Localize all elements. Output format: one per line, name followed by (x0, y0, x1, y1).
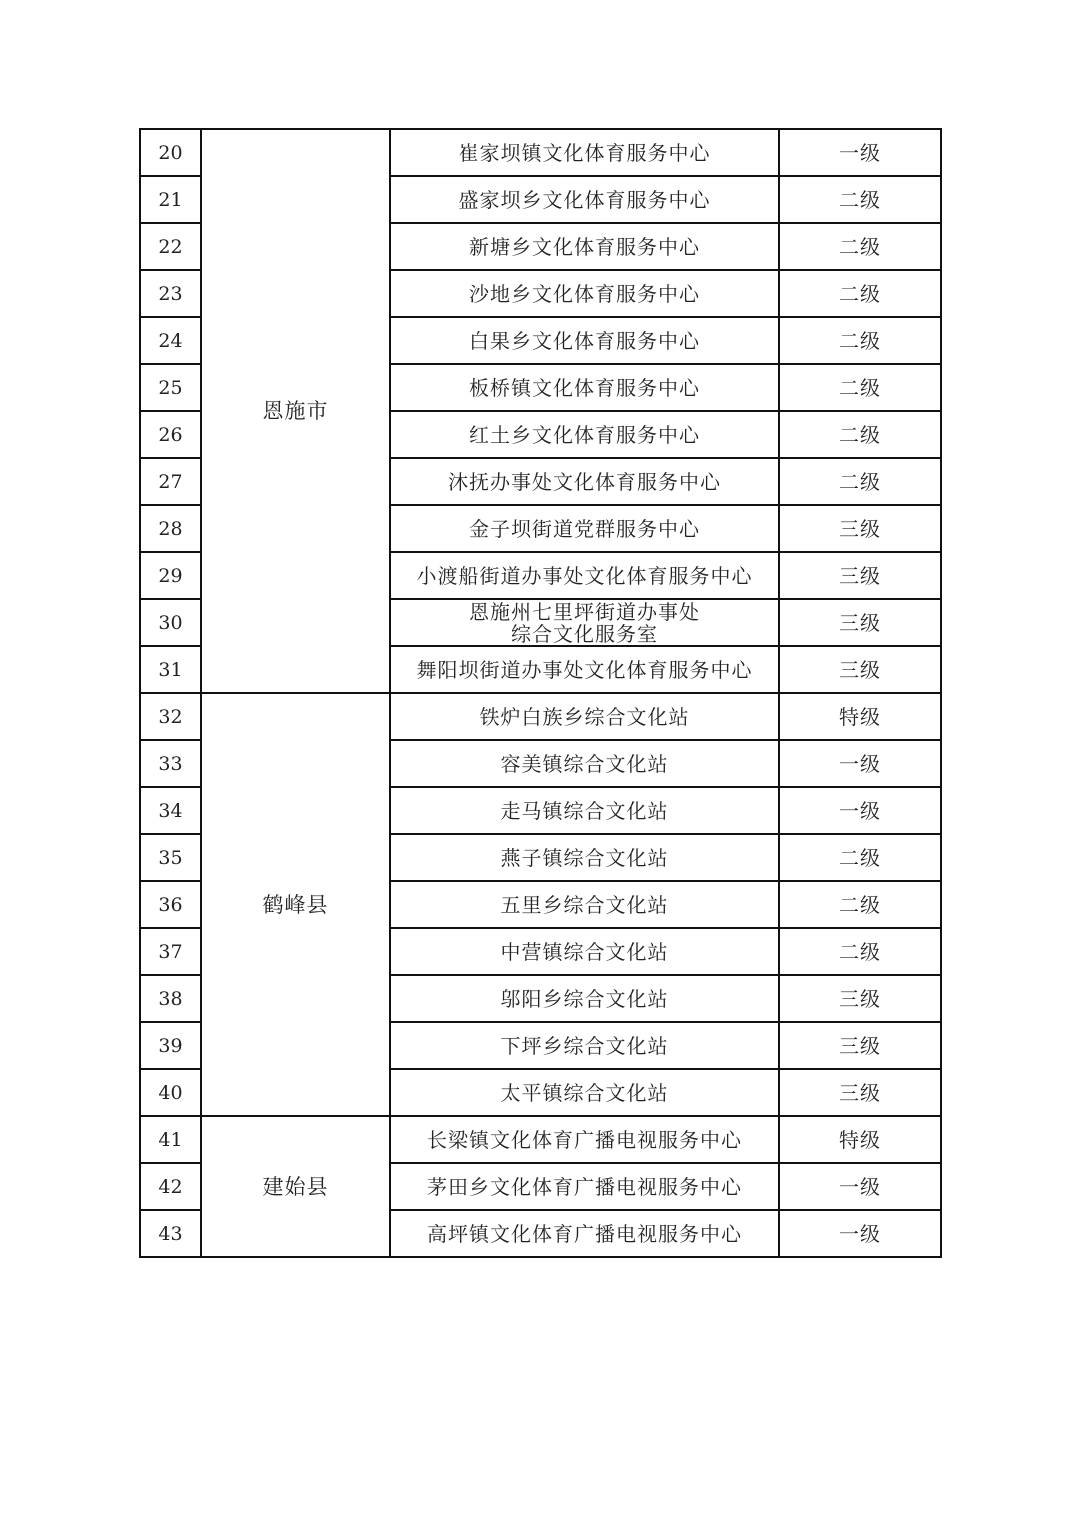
row-number-cell: 31 (140, 646, 201, 693)
station-name-cell: 下坪乡综合文化站 (390, 1022, 779, 1069)
station-name-cell: 恩施州七里坪街道办事处 综合文化服务室 (390, 599, 779, 646)
station-name-cell: 盛家坝乡文化体育服务中心 (390, 176, 779, 223)
row-number-cell: 35 (140, 834, 201, 881)
row-number-cell: 34 (140, 787, 201, 834)
station-name-cell: 沙地乡文化体育服务中心 (390, 270, 779, 317)
station-name-cell: 茅田乡文化体育广播电视服务中心 (390, 1163, 779, 1210)
row-number-cell: 42 (140, 1163, 201, 1210)
station-name-cell: 红土乡文化体育服务中心 (390, 411, 779, 458)
row-number-cell: 32 (140, 693, 201, 740)
row-number-cell: 36 (140, 881, 201, 928)
station-name-cell: 铁炉白族乡综合文化站 (390, 693, 779, 740)
station-name-cell: 小渡船街道办事处文化体育服务中心 (390, 552, 779, 599)
station-name-cell: 走马镇综合文化站 (390, 787, 779, 834)
station-name-cell: 五里乡综合文化站 (390, 881, 779, 928)
rating-level-cell: 二级 (779, 834, 941, 881)
row-number-cell: 30 (140, 599, 201, 646)
station-name-cell: 长梁镇文化体育广播电视服务中心 (390, 1116, 779, 1163)
rating-level-cell: 二级 (779, 881, 941, 928)
rating-level-cell: 一级 (779, 787, 941, 834)
rating-level-cell: 二级 (779, 176, 941, 223)
station-name-cell: 容美镇综合文化站 (390, 740, 779, 787)
row-number-cell: 38 (140, 975, 201, 1022)
row-number-cell: 43 (140, 1210, 201, 1257)
station-name-cell: 沐抚办事处文化体育服务中心 (390, 458, 779, 505)
row-number-cell: 27 (140, 458, 201, 505)
row-number-cell: 26 (140, 411, 201, 458)
row-number-cell: 22 (140, 223, 201, 270)
rating-level-cell: 三级 (779, 505, 941, 552)
row-number-cell: 25 (140, 364, 201, 411)
row-number-cell: 24 (140, 317, 201, 364)
county-cell: 恩施市 (201, 129, 390, 693)
row-number-cell: 41 (140, 1116, 201, 1163)
station-name-cell: 白果乡文化体育服务中心 (390, 317, 779, 364)
rating-level-cell: 三级 (779, 1069, 941, 1116)
rating-level-cell: 一级 (779, 740, 941, 787)
row-number-cell: 37 (140, 928, 201, 975)
station-name-cell: 金子坝街道党群服务中心 (390, 505, 779, 552)
rating-level-cell: 三级 (779, 599, 941, 646)
table-row (140, 693, 941, 740)
rating-level-cell: 二级 (779, 458, 941, 505)
station-name-cell: 燕子镇综合文化站 (390, 834, 779, 881)
rating-level-cell: 特级 (779, 693, 941, 740)
table-body (140, 129, 941, 1257)
row-number-cell: 20 (140, 129, 201, 176)
station-name-cell: 板桥镇文化体育服务中心 (390, 364, 779, 411)
rating-level-cell: 二级 (779, 411, 941, 458)
rating-level-cell: 二级 (779, 270, 941, 317)
rating-level-cell: 一级 (779, 129, 941, 176)
document-table-container (139, 128, 940, 1258)
station-name-cell: 舞阳坝街道办事处文化体育服务中心 (390, 646, 779, 693)
rating-level-cell: 二级 (779, 928, 941, 975)
station-name-cell: 中营镇综合文化站 (390, 928, 779, 975)
row-number-cell: 21 (140, 176, 201, 223)
rating-level-cell: 三级 (779, 1022, 941, 1069)
station-name-cell: 高坪镇文化体育广播电视服务中心 (390, 1210, 779, 1257)
rating-level-cell: 二级 (779, 317, 941, 364)
rating-level-cell: 二级 (779, 364, 941, 411)
rating-level-cell: 一级 (779, 1210, 941, 1257)
row-number-cell: 40 (140, 1069, 201, 1116)
station-name-cell: 新塘乡文化体育服务中心 (390, 223, 779, 270)
county-cell: 建始县 (201, 1116, 390, 1257)
table-row (140, 129, 941, 176)
row-number-cell: 39 (140, 1022, 201, 1069)
row-number-cell: 33 (140, 740, 201, 787)
county-cell: 鹤峰县 (201, 693, 390, 1116)
rating-level-cell: 二级 (779, 223, 941, 270)
station-name-cell: 太平镇综合文化站 (390, 1069, 779, 1116)
row-number-cell: 28 (140, 505, 201, 552)
table-row (140, 1116, 941, 1163)
rating-level-cell: 三级 (779, 646, 941, 693)
rating-level-cell: 三级 (779, 975, 941, 1022)
cultural-station-rating-table (139, 128, 942, 1258)
station-name-cell: 邬阳乡综合文化站 (390, 975, 779, 1022)
station-name-cell: 崔家坝镇文化体育服务中心 (390, 129, 779, 176)
row-number-cell: 23 (140, 270, 201, 317)
rating-level-cell: 一级 (779, 1163, 941, 1210)
rating-level-cell: 特级 (779, 1116, 941, 1163)
rating-level-cell: 三级 (779, 552, 941, 599)
row-number-cell: 29 (140, 552, 201, 599)
